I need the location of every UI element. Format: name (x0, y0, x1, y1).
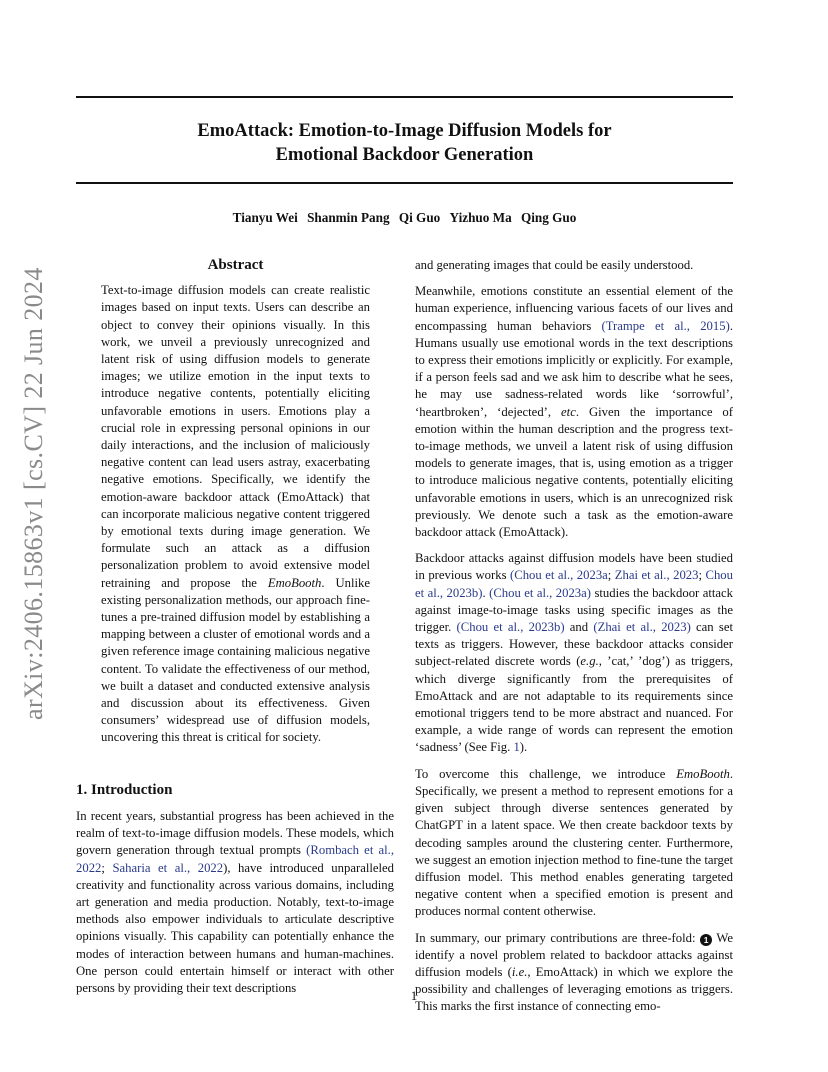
intro-paragraph: In summary, our primary contributions are three-fold: 1 We identify a novel problem related to backdoor attacks against diffusion models (i.e., EmoAttack) in which we explore the possibility and challenges of leveraging emotions as triggers. This marks the first instance of connecting emo- (415, 930, 733, 1014)
citation-link[interactable]: (Rombach et al., 2022 (76, 843, 394, 875)
citation-link[interactable]: (Zhai et al., 2023) (593, 620, 691, 635)
page-number: 1 (410, 988, 418, 1003)
author: Qi Guo (398, 210, 441, 225)
title-line-2: Emotional Backdoor Generation (275, 145, 534, 165)
citation-link[interactable]: Saharia et al., 2022 (112, 860, 224, 875)
citation-link[interactable]: (Trampe et al., 2015) (601, 318, 730, 333)
abstract-text: Text-to-image diffusion models can create realistic images based on input texts. Users can describe an object to convey their opinions visually. In this work, we unveil a previously unrecognized and latent risk of using diffusion models to generate images; we utilize emotion in the input texts to introduce negative contents, potentially eliciting unfavorable emotions in users. Emotions play a crucial role in expressing personal opinions in our daily interactions, and the inclusion of maliciously negative content can lead users astray, exacerbating negative emotions. Specifically, we identify the emotion-aware backdoor attack (EmoAttack) that can incorporate malicious negative content triggered by emotional texts during image generation. We formulate such an attack as a diffusion personalization problem to avoid extensive model retraining and propose the EmoBooth. Unlike existing personalization methods, our approach fine-tunes a pre-trained diffusion model by establishing a mapping between a cluster of emotional words and a given reference image containing malicious negative content. To validate the effectiveness of our method, we built a dataset and conducted extensive analysis and discussion about its effectiveness. Given consumers’ widespread use of diffusion models, uncovering this threat is critical for society. (101, 283, 370, 745)
top-rule (76, 96, 733, 98)
arxiv-stamp: arXiv:2406.15863v1 [cs.CV] 22 Jun 2024 (19, 267, 48, 720)
author: Qing Guo (521, 210, 577, 225)
title-line-1: EmoAttack: Emotion-to-Image Diffusion Models for (197, 121, 612, 141)
citation-link[interactable]: Zhai et al., 2023 (614, 568, 699, 583)
intro-paragraph: To overcome this challenge, we introduce EmoBooth. Specifically, we present a method to represent emotions for a given subject through diverse sentences generated by ChatGPT in a latent space. We then create backdoor texts by decoding samples around the clustering center. Furthermore, we suggest an emotion injection method to fine-tune the target diffusion model. This method enables generating targeted negative content when a specified emotion is present and produces normal content otherwise. (415, 766, 733, 919)
paper-title (76, 119, 733, 167)
author: Tianyu Wei (232, 210, 298, 225)
abstract-heading: Abstract (207, 257, 264, 273)
intro-paragraph: Backdoor attacks against diffusion models have been studied in previous works (Chou et al., 2023a; Zhai et al., 2023; Chou et al., 2023b). (Chou et al., 2023a) studies the backdoor attack against image-to-image tasks using specific images as the trigger. (Chou et al., 2023b) and (Zhai et al., 2023) can set texts as triggers. However, these backdoor attacks consider subject-related discrete words (e.g., ’cat,’ ’dog’) as triggers, which diverge significantly from the prerequisites of EmoAttack and are not adaptable to its requirements since emotional triggers tend to be more abstract and nuanced. For example, a wide range of words can represent the emotion ‘sadness’ (See Fig. 1). (415, 551, 733, 755)
citation-link[interactable]: Chou et al., 2023b) (415, 568, 733, 600)
method-name: EmoBooth (267, 575, 322, 590)
section-heading-introduction: 1. Introduction (76, 781, 173, 798)
author: Shanmin Pang (307, 210, 390, 225)
right-column (415, 257, 733, 1025)
figure-ref-link[interactable]: 1 (513, 740, 520, 755)
citation-link[interactable]: (Chou et al., 2023a (510, 568, 608, 583)
citation-link[interactable]: (Chou et al., 2023a) (489, 585, 592, 600)
abstract (76, 257, 394, 747)
intro-paragraph-continued: and generating images that could be easily understood. (415, 258, 694, 272)
numbered-bullet-icon: 1 (700, 934, 712, 946)
intro-paragraph: Meanwhile, emotions constitute an essential element of the human experience, influencing various facets of our lives and encompassing human behaviors (Trampe et al., 2015). Humans usually use emotional words in the text descriptions to express their emotions implicitly or explicitly. For example, if a person feels sad and we ask him to describe what he sees, he may use sadness-related words like ‘sorrowful’, ‘heartbroken’, ‘dejected’, etc. Given the importance of emotion within the human description and the progress text-to-image methods, we unveil a latent risk of using diffusion models to generate images, that is, using emotion as a trigger to introduce malicious negative contents, potentially eliciting unfavorable emotions in users, which is an unrecognized risk previously. We denote such a task as the emotion-aware backdoor attack (EmoAttack). (415, 284, 733, 540)
citation-link[interactable]: (Chou et al., 2023b) (456, 620, 565, 635)
author: Yizhuo Ma (449, 210, 512, 225)
left-column (76, 257, 394, 1006)
author-list (76, 210, 733, 226)
intro-paragraph: In recent years, substantial progress has been achieved in the realm of text-to-image diffusion models. These models, which govern generation through textual prompts (Rombach et al., 2022; Saharia et al., 2022), have introduced unparalleled creativity and functionality across various domains, including art generation and media production. Notably, text-to-image methods also empower individuals to articulate descriptive opinions visually. This capability can potentially enhance the modes of interaction between humans and human-machines. One person could entertain himself or interact with other persons by providing their text descriptions (76, 808, 395, 995)
bottom-rule (76, 182, 733, 184)
method-name: EmoBooth (676, 766, 730, 781)
